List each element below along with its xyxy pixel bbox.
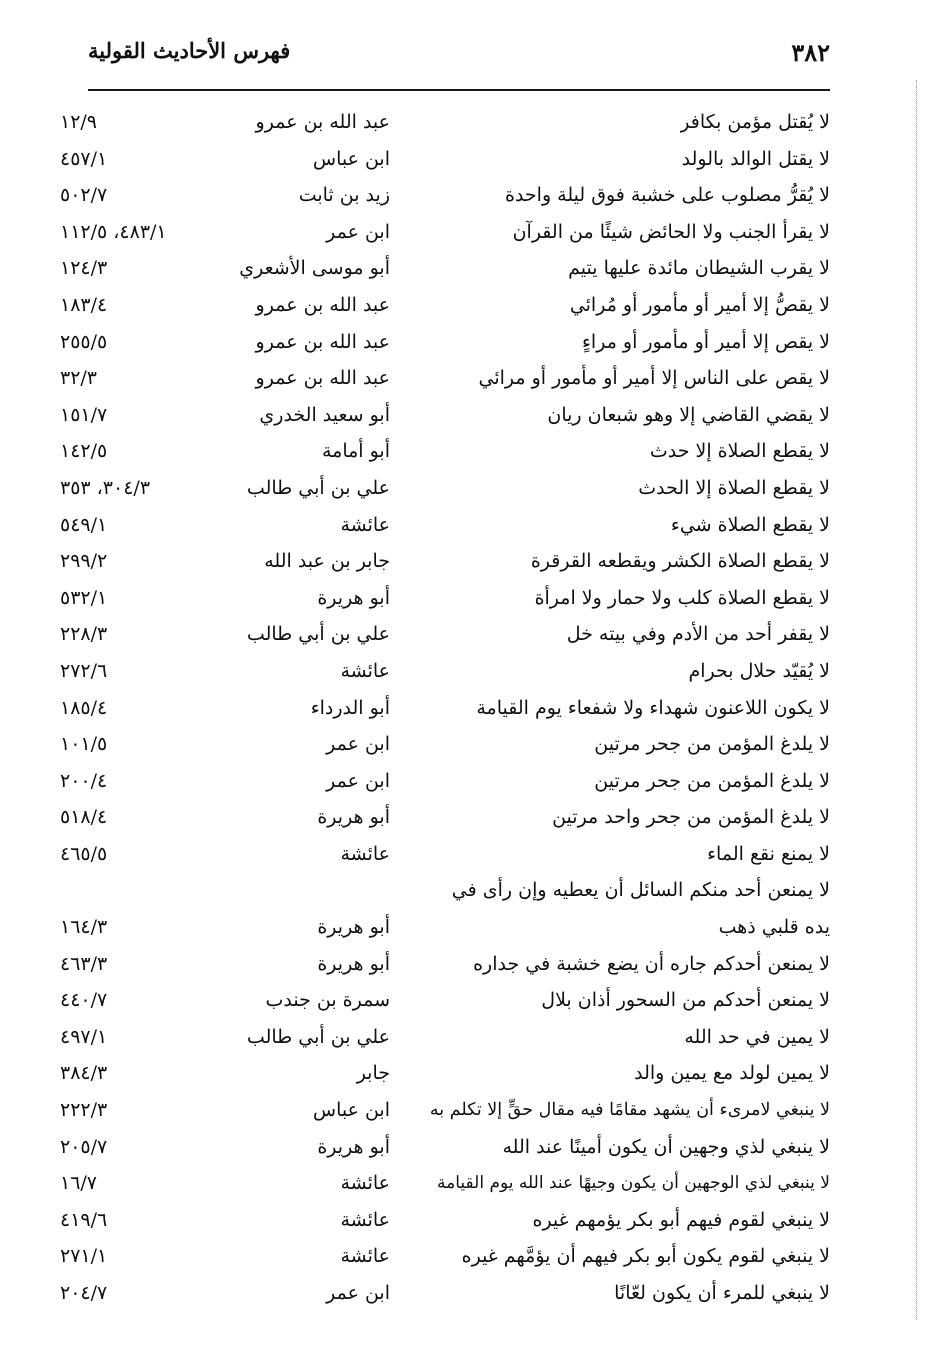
narrator-name: علي بن أبي طالب: [246, 623, 390, 646]
index-entry: [60, 324, 830, 361]
index-entry: [60, 946, 830, 983]
volume-page-reference: ١٥١/٧: [60, 403, 108, 426]
index-entry: [60, 726, 830, 763]
index-entry: [60, 653, 830, 690]
index-entry: [60, 141, 830, 178]
narrator-name: سمرة بن جندب: [265, 989, 390, 1012]
hadith-text: لا يكون اللاعنون شهداء ولا شفعاء يوم القيامة: [476, 696, 830, 719]
hadith-text: لا يقضي القاضي إلا وهو شبعان ريان: [547, 403, 830, 426]
hadith-text: لا يقصُّ إلا أمير أو مأمور أو مُرائي: [569, 293, 830, 316]
narrator-name: عائشة: [340, 659, 390, 682]
narrator-name: ابن عمر: [326, 769, 390, 792]
index-entry: [60, 616, 830, 653]
volume-page-reference: ٤٥٧/١: [60, 147, 108, 170]
index-entry: [60, 177, 830, 214]
volume-page-reference: ٢٥٥/٥: [60, 330, 108, 353]
index-entry: [60, 1275, 830, 1312]
volume-page-reference: ٢٠٠/٤: [60, 769, 108, 792]
hadith-text: لا يُقرُّ مصلوب على خشبة فوق ليلة واحدة: [505, 184, 830, 207]
index-entry: [60, 104, 830, 141]
hadith-text: لا يقطع الصلاة الكشر ويقطعه القرقرة: [530, 550, 830, 573]
narrator-name: عائشة: [340, 1172, 390, 1195]
narrator-name: عبد الله بن عمرو: [255, 330, 390, 353]
index-entry: [60, 214, 830, 251]
narrator-name: عبد الله بن عمرو: [255, 367, 390, 390]
index-entry: [60, 1165, 830, 1202]
narrator-name: أبو هريرة: [317, 1135, 390, 1158]
hadith-text: لا يلدغ المؤمن من جحر واحد مرتين: [552, 806, 830, 829]
hadith-text: لا ينبغي لذي وجهين أن يكون أمينًا عند الله: [502, 1135, 830, 1158]
narrator-name: أبو أمامة: [321, 440, 390, 463]
index-entry: [60, 433, 830, 470]
hadith-text: لا يقطع الصلاة كلب ولا حمار ولا امرأة: [534, 586, 830, 609]
volume-page-reference: ٢٢٨/٣: [60, 623, 108, 646]
volume-page-reference: ٣٠٤/٣، ٣٥٣: [60, 476, 151, 499]
index-entry: [60, 1129, 830, 1166]
hadith-text: لا يقطع الصلاة إلا حدث: [649, 440, 830, 463]
hadith-text: لا يمنعن أحد منكم السائل أن يعطيه وإن رأى في: [451, 879, 830, 902]
hadith-text: لا ينبغي للمرء أن يكون لعّانًا: [614, 1282, 830, 1304]
index-entry: [60, 470, 830, 507]
index-entry: [60, 909, 830, 946]
header-rule: [88, 89, 830, 91]
volume-page-reference: ٢٩٩/٢: [60, 550, 108, 573]
index-entry: [60, 543, 830, 580]
hadith-text: لا يُقيّد حلال بحرام: [688, 659, 830, 682]
hadith-text: لا يلدغ المؤمن من جحر مرتين: [594, 769, 830, 792]
volume-page-reference: ٣٨٤/٣: [60, 1062, 108, 1085]
volume-page-reference: ٣٢/٣: [60, 367, 98, 390]
narrator-name: عبد الله بن عمرو: [255, 293, 390, 316]
page-number: ٣٨٢: [791, 38, 830, 67]
index-entry: [60, 872, 830, 909]
narrator-name: أبو موسى الأشعري: [239, 257, 390, 280]
index-entry: [60, 1202, 830, 1239]
hadith-text: لا يمنعن أحدكم جاره أن يضع خشبة في جداره: [473, 952, 830, 975]
index-entry: [60, 1238, 830, 1275]
narrator-name: أبو هريرة: [317, 586, 390, 609]
index-entry: [60, 799, 830, 836]
narrator-name: أبو الدرداء: [310, 696, 390, 719]
hadith-text: لا يقص على الناس إلا أمير أو مأمور أو مرائي: [478, 367, 830, 390]
volume-page-reference: ١٦/٧: [60, 1172, 98, 1195]
running-title: فهرس الأحاديث القولية: [88, 38, 291, 63]
index-entry: [60, 1055, 830, 1092]
narrator-name: زيد بن ثابت: [298, 184, 390, 207]
volume-page-reference: ١٢٤/٣: [60, 257, 108, 280]
volume-page-reference: ٥٠٢/٧: [60, 184, 108, 207]
hadith-text: لا يقطع الصلاة شيء: [670, 513, 830, 536]
volume-page-reference: ٤١٩/٦: [60, 1208, 108, 1231]
volume-page-reference: ٤٨٣/١، ١١٢/٥: [60, 220, 167, 243]
volume-page-reference: ٤٦٥/٥: [60, 842, 108, 865]
narrator-name: أبو هريرة: [317, 916, 390, 939]
narrator-name: ابن عباس: [312, 1099, 390, 1122]
narrator-name: جابر بن عبد الله: [264, 550, 390, 573]
narrator-name: جابر: [356, 1062, 390, 1085]
hadith-text: يده قلبي ذهب: [718, 916, 830, 939]
hadith-text: لا يقرأ الجنب ولا الحائض شيئًا من القرآن: [512, 220, 830, 243]
page-header: [88, 38, 830, 82]
index-entry: [60, 982, 830, 1019]
volume-page-reference: ٥٤٩/١: [60, 513, 108, 536]
narrator-name: ابن عمر: [326, 220, 390, 243]
hadith-text: لا ينبغي لذي الوجهين أن يكون وجيهًا عند الله يوم القيامة: [437, 1173, 830, 1194]
hadith-text: لا يمين في حد الله: [684, 1025, 830, 1048]
volume-page-reference: ٢٧٢/٦: [60, 659, 108, 682]
hadith-text: لا يمنع نقع الماء: [707, 842, 830, 865]
hadith-index-list: [60, 104, 830, 1312]
index-entry: [60, 1019, 830, 1056]
narrator-name: ابن عمر: [326, 1282, 390, 1304]
volume-page-reference: ٤٩٧/١: [60, 1025, 108, 1048]
index-entry: [60, 250, 830, 287]
volume-page-reference: ٥٣٢/١: [60, 586, 108, 609]
hadith-text: لا ينبغي لقوم فيهم أبو بكر يؤمهم غيره: [532, 1208, 830, 1231]
hadith-text: لا يقرب الشيطان مائدة عليها يتيم: [568, 257, 830, 280]
narrator-name: أبو سعيد الخدري: [259, 403, 390, 426]
hadith-text: لا ينبغي لامرىء أن يشهد مقامًا فيه مقال حقٍّ إلا تكلم به: [430, 1100, 830, 1121]
index-entry: [60, 836, 830, 873]
narrator-name: ابن عمر: [326, 733, 390, 756]
volume-page-reference: ١٠١/٥: [60, 733, 108, 756]
volume-page-reference: ٢٧١/١: [60, 1245, 108, 1268]
volume-page-reference: ٢٠٥/٧: [60, 1135, 108, 1158]
hadith-text: لا يُقتل مؤمن بكافر: [680, 111, 830, 133]
hadith-text: لا يمنعن أحدكم من السحور أذان بلال: [541, 989, 830, 1012]
hadith-text: لا يقطع الصلاة إلا الحدث: [638, 476, 830, 499]
narrator-name: علي بن أبي طالب: [246, 476, 390, 499]
volume-page-reference: ٢٠٤/٧: [60, 1282, 108, 1304]
volume-page-reference: ١٢/٩: [60, 111, 98, 133]
index-entry: [60, 507, 830, 544]
hadith-text: لا يلدغ المؤمن من جحر مرتين: [594, 733, 830, 756]
volume-page-reference: ٢٢٢/٣: [60, 1099, 108, 1122]
narrator-name: عائشة: [340, 1208, 390, 1231]
volume-page-reference: ٥١٨/٤: [60, 806, 108, 829]
narrator-name: علي بن أبي طالب: [246, 1025, 390, 1048]
index-entry: [60, 690, 830, 727]
volume-page-reference: ١٨٣/٤: [60, 293, 108, 316]
hadith-text: لا يمين لولد مع يمين والد: [634, 1062, 830, 1085]
volume-page-reference: ٤٦٣/٣: [60, 952, 108, 975]
volume-page-reference: ٤٤٠/٧: [60, 989, 108, 1012]
hadith-text: لا يقص إلا أمير أو مأمور أو مراءٍ: [582, 330, 830, 353]
index-entry: [60, 397, 830, 434]
volume-page-reference: ١٨٥/٤: [60, 696, 108, 719]
narrator-name: أبو هريرة: [317, 806, 390, 829]
narrator-name: عبد الله بن عمرو: [255, 111, 390, 133]
margin-dotted-line: [916, 80, 917, 1320]
volume-page-reference: ١٦٤/٣: [60, 916, 108, 939]
narrator-name: أبو هريرة: [317, 952, 390, 975]
index-entry: [60, 287, 830, 324]
index-entry: [60, 360, 830, 397]
hadith-text: لا يقفر أحد من الأدم وفي بيته خل: [566, 623, 830, 646]
narrator-name: ابن عباس: [312, 147, 390, 170]
narrator-name: عائشة: [340, 842, 390, 865]
hadith-text: لا يقتل الوالد بالولد: [681, 147, 830, 170]
index-entry: [60, 580, 830, 617]
narrator-name: عائشة: [340, 1245, 390, 1268]
index-entry: [60, 1092, 830, 1129]
narrator-name: عائشة: [340, 513, 390, 536]
volume-page-reference: ١٤٢/٥: [60, 440, 108, 463]
hadith-text: لا ينبغي لقوم يكون أبو بكر فيهم أن يؤمَّهم غيره: [461, 1245, 830, 1268]
index-entry: [60, 763, 830, 800]
